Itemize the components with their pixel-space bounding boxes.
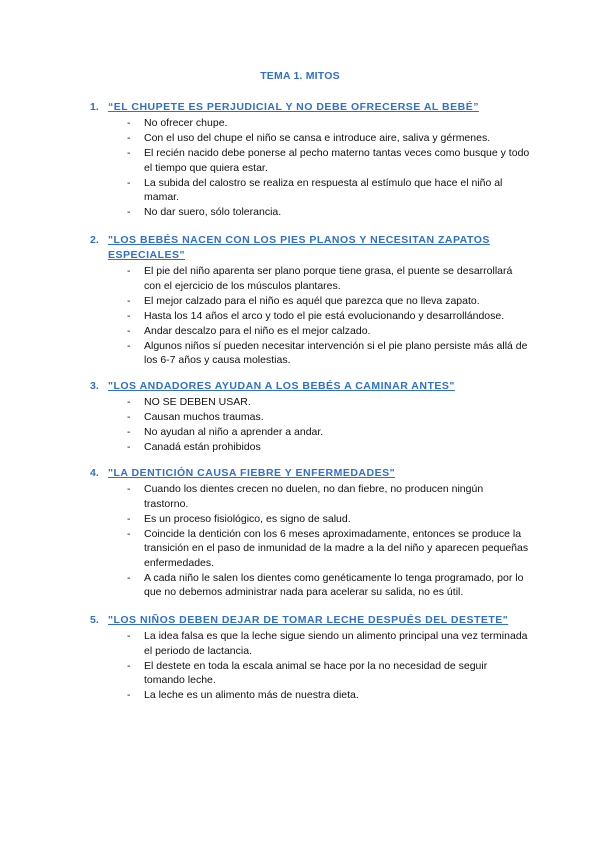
bullet-item: - La idea falsa es que la leche sigue siendo un alimento principal una vez terminada el periodo de lactancia. — [90, 629, 530, 658]
bullet-item: - Andar descalzo para el niño es el mejor calzado. — [90, 324, 530, 339]
bullet-item: - Es un proceso fisiológico, es signo de salud. — [90, 512, 530, 527]
section-heading — [90, 613, 530, 628]
section-title: "LA DENTICIÓN CAUSA FIEBRE Y ENFERMEDADES" — [108, 467, 396, 479]
bullet-item: - El destete en toda la escala animal se hace por la no necesidad de seguir tomando leche. — [90, 659, 530, 688]
section-heading — [90, 233, 530, 263]
bullet-item: - No ofrecer chupe. — [90, 116, 530, 131]
bullet-item: - NO SE DEBEN USAR. — [90, 395, 530, 410]
section-heading — [90, 100, 530, 115]
bullet-list — [90, 629, 530, 703]
section-number: 5. — [90, 614, 99, 626]
section-number: 1. — [90, 101, 99, 113]
bullet-item: - El mejor calzado para el niño es aquél que parezca que no lleva zapato. — [90, 294, 530, 309]
bullet-item: - Canadá están prohibidos — [90, 440, 530, 455]
section-title: "LOS NIÑOS DEBEN DEJAR DE TOMAR LECHE DESPUÉS DEL DESTETE" — [108, 614, 509, 626]
section-1 — [90, 100, 530, 220]
bullet-item: - Cuando los dientes crecen no duelen, no dan fiebre, no producen ningún trastorno. — [90, 482, 530, 511]
section-title: "LOS BEBÉS NACEN CON LOS PIES PLANOS Y NECESITAN ZAPATOS ESPECIALES" — [108, 234, 490, 261]
section-number: 2. — [90, 234, 99, 246]
section-3 — [90, 379, 530, 455]
bullet-item: - No dar suero, sólo tolerancia. — [90, 205, 530, 220]
section-heading — [90, 379, 530, 394]
bullet-item: - Hasta los 14 años el arco y todo el pie está evolucionando y desarrollándose. — [90, 309, 530, 324]
bullet-item: - La leche es un alimento más de nuestra dieta. — [90, 688, 530, 703]
bullet-item: - Causan muchos traumas. — [90, 410, 530, 425]
section-number: 3. — [90, 380, 99, 392]
bullet-list — [90, 264, 530, 368]
bullet-list — [90, 395, 530, 455]
section-number: 4. — [90, 467, 99, 479]
bullet-item: - No ayudan al niño a aprender a andar. — [90, 425, 530, 440]
section-heading — [90, 466, 530, 481]
bullet-item: - A cada niño le salen los dientes como genéticamente lo tenga programado, por lo que no debemos administrar nada para acelerar su salida, no es útil. — [90, 571, 530, 600]
bullet-item: - Algunos niños sí pueden necesitar intervención si el pie plano persiste más allá de los 6-7 años y causa molestias. — [90, 339, 530, 368]
bullet-item: - La subida del calostro se realiza en respuesta al estímulo que hace el niño al mamar. — [90, 176, 530, 205]
section-title: "LOS ANDADORES AYUDAN A LOS BEBÉS A CAMINAR ANTES" — [108, 380, 455, 392]
bullet-item: - Con el uso del chupe el niño se cansa e introduce aire, saliva y gérmenes. — [90, 131, 530, 146]
bullet-item: - El recién nacido debe ponerse al pecho materno tantas veces como busque y todo el tiempo que quiera estar. — [90, 146, 530, 175]
section-2 — [90, 233, 530, 368]
bullet-list — [90, 116, 530, 220]
section-title: “EL CHUPETE ES PERJUDICIAL Y NO DEBE OFRECERSE AL BEBÉ” — [108, 101, 479, 113]
bullet-item: - Coincide la dentición con los 6 meses aproximadamente, entonces se produce la transición en el paso de inmunidad de la madre a la del niño y aparecen pequeñas enfermedades. — [90, 527, 530, 571]
page-title: TEMA 1. MITOS — [260, 70, 340, 82]
bullet-list — [90, 482, 530, 600]
bullet-item: - El pie del niño aparenta ser plano porque tiene grasa, el puente se desarrollará con el ejercicio de los músculos plantares. — [90, 264, 530, 293]
section-4 — [90, 466, 530, 600]
section-5 — [90, 613, 530, 703]
